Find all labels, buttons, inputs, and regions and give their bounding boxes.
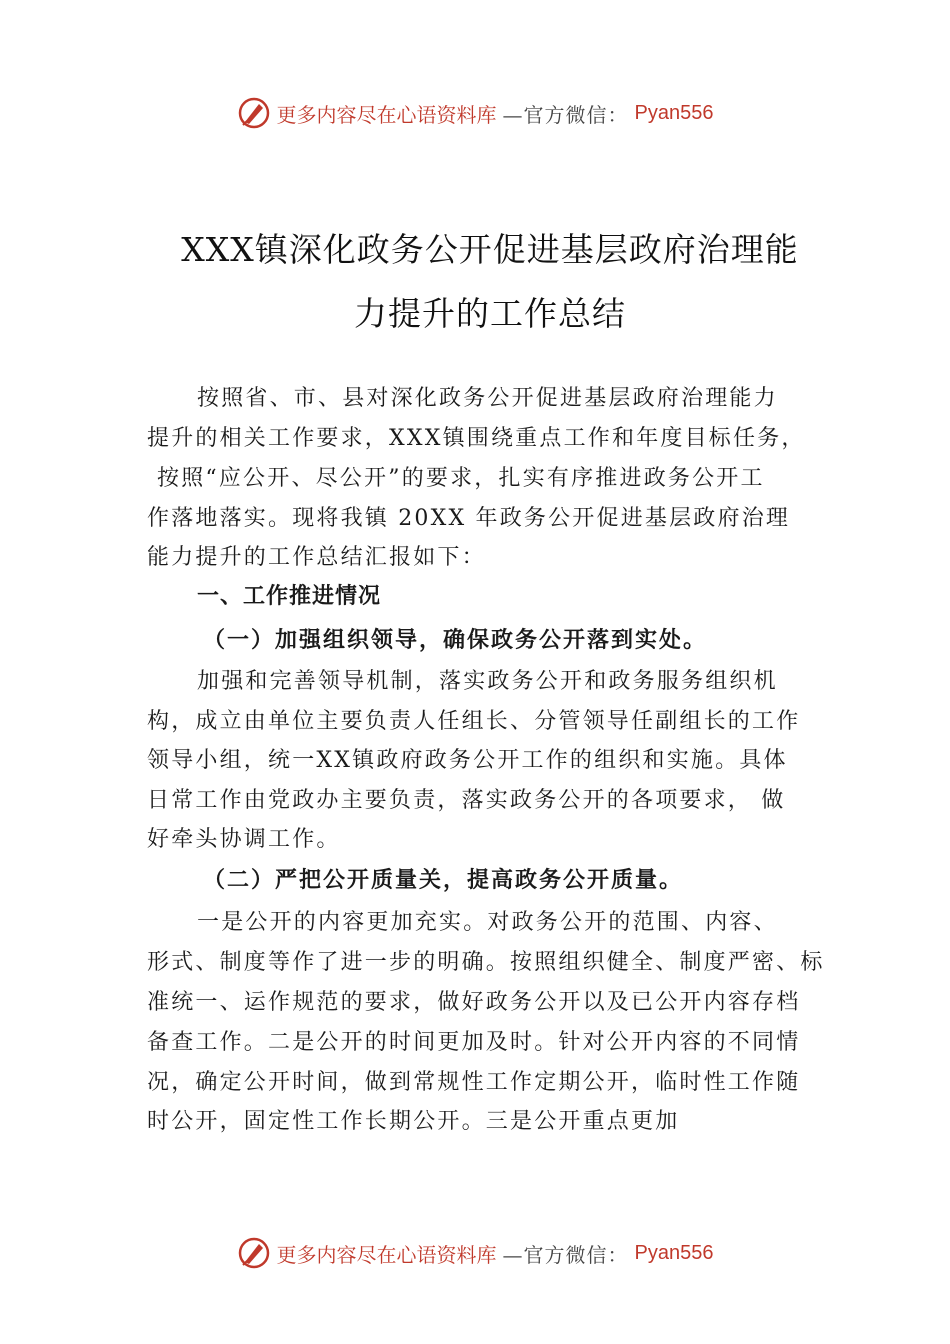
paragraph-intro-line: 能力提升的工作总结汇报如下： <box>147 545 486 570</box>
subsection-heading-1: （一）加强组织领导，确保政务公开落到实处。 <box>203 627 708 653</box>
paragraph-intro-line: 按照“应公开、尽公开”的要求，扎实有序推进政务公开工 <box>157 466 765 491</box>
document-title-line-2: 力提升的工作总结 <box>354 294 626 333</box>
paragraph-line: 构，成立由单位主要负责人任组长、分管领导任副组长的工作 <box>147 709 801 734</box>
paragraph-line: 一是公开的内容更加充实。对政务公开的范围、内容、 <box>197 910 778 935</box>
paragraph-line: 形式、制度等作了进一步的明确。按照组织健全、制度严密、标 <box>147 950 825 975</box>
watermark-separator-text: —官方微信： <box>502 102 629 127</box>
section-heading-1: 一、工作推进情况 <box>197 584 382 609</box>
paragraph-intro-line: 按照省、市、县对深化政务公开促进基层政府治理能力 <box>197 386 778 411</box>
paragraph-line: 领导小组，统一XX镇政府政务公开工作的组织和实施。具体 <box>147 748 788 773</box>
paragraph-intro-line: 提升的相关工作要求，XXX镇围绕重点工作和年度目标任务， <box>147 426 806 451</box>
paragraph-line: 加强和完善领导机制，落实政务公开和政务服务组织机 <box>197 669 778 694</box>
paragraph-intro-line: 作落地落实。现将我镇 20XX 年政务公开促进基层政府治理 <box>147 506 791 531</box>
watermark-footer <box>0 1236 950 1270</box>
watermark-separator-text: —官方微信： <box>502 1242 629 1267</box>
watermark-main-text: 更多内容尽在心语资料库 <box>276 102 497 127</box>
watermark-header <box>0 96 950 130</box>
watermark-main-text: 更多内容尽在心语资料库 <box>276 1242 497 1267</box>
document-title-line-1: XXX镇深化政务公开促进基层政府治理能 <box>181 230 799 269</box>
pen-logo-icon <box>237 1236 271 1270</box>
paragraph-line: 准统一、运作规范的要求，做好政务公开以及已公开内容存档 <box>147 990 801 1015</box>
paragraph-line: 好牵头协调工作。 <box>147 827 341 852</box>
paragraph-line: 时公开，固定性工作长期公开。三是公开重点更加 <box>147 1109 680 1134</box>
paragraph-line: 况，确定公开时间，做到常规性工作定期公开，临时性工作随 <box>147 1070 801 1095</box>
subsection-heading-2: （二）严把公开质量关，提高政务公开质量。 <box>203 867 684 893</box>
pen-logo-icon <box>237 96 271 130</box>
paragraph-line: 日常工作由党政办主要负责，落实政务公开的各项要求， 做 <box>147 788 786 813</box>
watermark-wechat-id: Pyan556 <box>634 101 714 124</box>
watermark-wechat-id: Pyan556 <box>634 1241 714 1264</box>
paragraph-line: 备查工作。二是公开的时间更加及时。针对公开内容的不同情 <box>147 1030 801 1055</box>
